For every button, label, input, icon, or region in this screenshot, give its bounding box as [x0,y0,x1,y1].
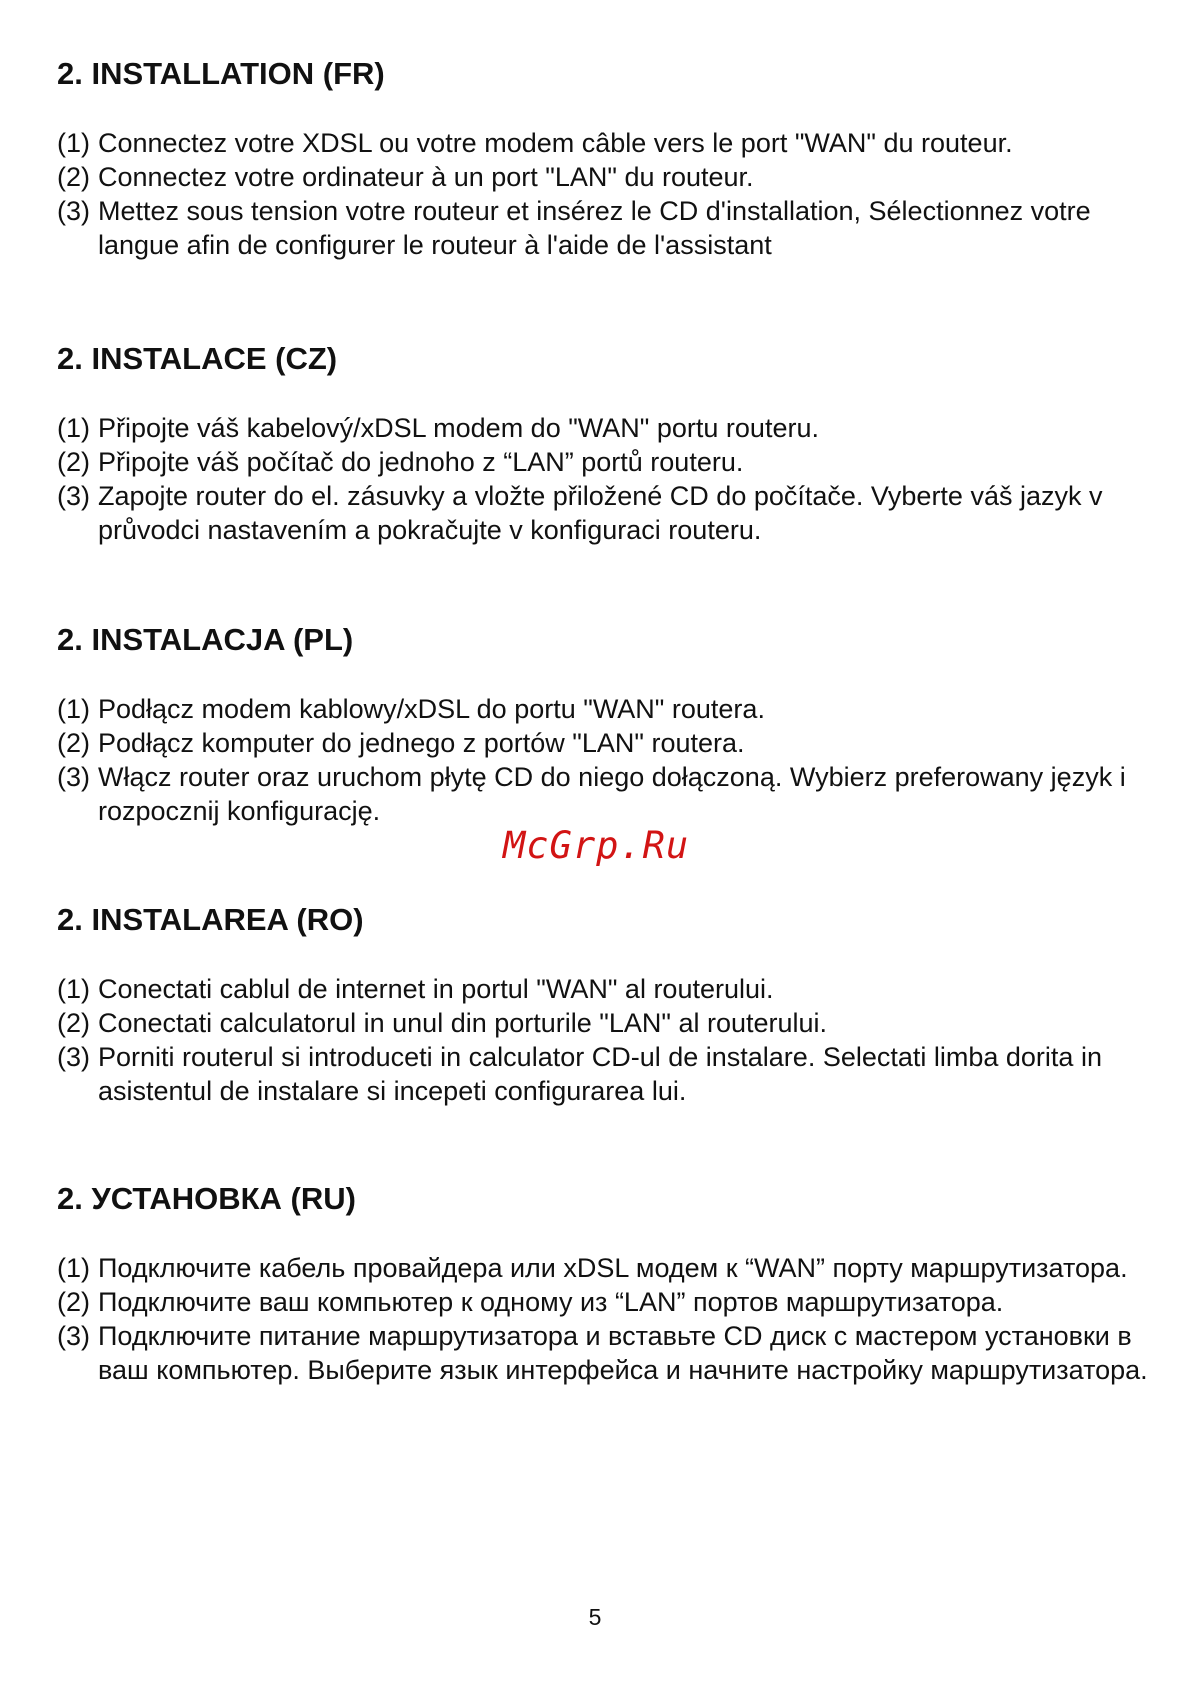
list-item [57,1285,1157,1319]
step-list [57,692,1157,828]
step-text: Conectati cablul de internet in portul "WAN" al routerului. [98,974,774,1004]
section-heading: 2. УСТАНОВКА (RU) [57,1181,356,1216]
section-cz [57,341,1157,547]
list-item [57,160,1157,194]
step-list [57,126,1157,262]
list-item [57,972,1157,1006]
step-number: (1) [57,974,90,1004]
step-number: (2) [57,728,90,758]
step-number: (1) [57,128,90,158]
step-text: Podłącz modem kablowy/xDSL do portu "WAN" routera. [98,694,765,724]
list-item [57,692,1157,726]
list-item [57,479,1157,547]
step-number: (3) [57,481,90,511]
step-number: (2) [57,162,90,192]
list-item [57,1319,1157,1387]
section-ru [57,1181,1157,1387]
watermark: McGrp.Ru [503,824,690,867]
section-pl [57,622,1157,828]
step-text: Connectez votre ordinateur à un port "LAN" du routeur. [98,162,754,192]
step-number: (3) [57,1042,90,1072]
step-list [57,411,1157,547]
step-text: Подключите кабель провайдера или xDSL модем к “WAN” порту маршрутизатора. [98,1253,1128,1283]
step-text: Mettez sous tension votre routeur et insérez le CD d'installation, Sélectionnez votre langue afin de configurer le routeur à l'aide de l'assistant [98,196,1091,260]
list-item [57,194,1157,262]
list-item [57,1006,1157,1040]
list-item [57,126,1157,160]
step-number: (3) [57,196,90,226]
step-number: (2) [57,447,90,477]
section-heading: 2. INSTALACE (CZ) [57,341,338,376]
step-number: (1) [57,1253,90,1283]
list-item [57,726,1157,760]
step-text: Připojte váš počítač do jednoho z “LAN” portů routeru. [98,447,744,477]
step-text: Conectati calculatorul in unul din porturile "LAN" al routerului. [98,1008,828,1038]
step-number: (2) [57,1008,90,1038]
section-heading: 2. INSTALLATION (FR) [57,56,385,91]
list-item [57,1040,1157,1108]
step-text: Włącz router oraz uruchom płytę CD do niego dołączoną. Wybierz preferowany język i rozpocznij konfigurację. [98,762,1126,826]
section-heading: 2. INSTALAREA (RO) [57,902,364,937]
step-text: Подключите питание маршрутизатора и вставьте CD диск с мастером установки в ваш компьютер. Выберите язык интерфейса и начните настройку маршрутизатора. [98,1321,1148,1385]
list-item [57,760,1157,828]
step-list [57,972,1157,1108]
list-item [57,445,1157,479]
step-number: (3) [57,1321,90,1351]
list-item [57,1251,1157,1285]
step-number: (2) [57,1287,90,1317]
step-text: Connectez votre XDSL ou votre modem câble vers le port "WAN" du routeur. [98,128,1013,158]
step-text: Подключите ваш компьютер к одному из “LAN” портов маршрутизатора. [98,1287,1004,1317]
section-heading: 2. INSTALACJA (PL) [57,622,354,657]
step-number: (1) [57,694,90,724]
step-number: (3) [57,762,90,792]
section-ro [57,902,1157,1108]
step-text: Zapojte router do el. zásuvky a vložte přiložené CD do počítače. Vyberte váš jazyk v průvodci nastavením a pokračujte v konfiguraci routeru. [98,481,1103,545]
section-fr [57,56,1157,262]
step-text: Porniti routerul si introduceti in calculator CD-ul de instalare. Selectati limba dorita in asistentul de instalare si incepeti configurarea lui. [98,1042,1102,1106]
step-number: (1) [57,413,90,443]
step-list [57,1251,1157,1387]
step-text: Připojte váš kabelový/xDSL modem do "WAN" portu routeru. [98,413,819,443]
list-item [57,411,1157,445]
page-number: 5 [588,1604,602,1630]
step-text: Podłącz komputer do jednego z portów "LAN" routera. [98,728,745,758]
